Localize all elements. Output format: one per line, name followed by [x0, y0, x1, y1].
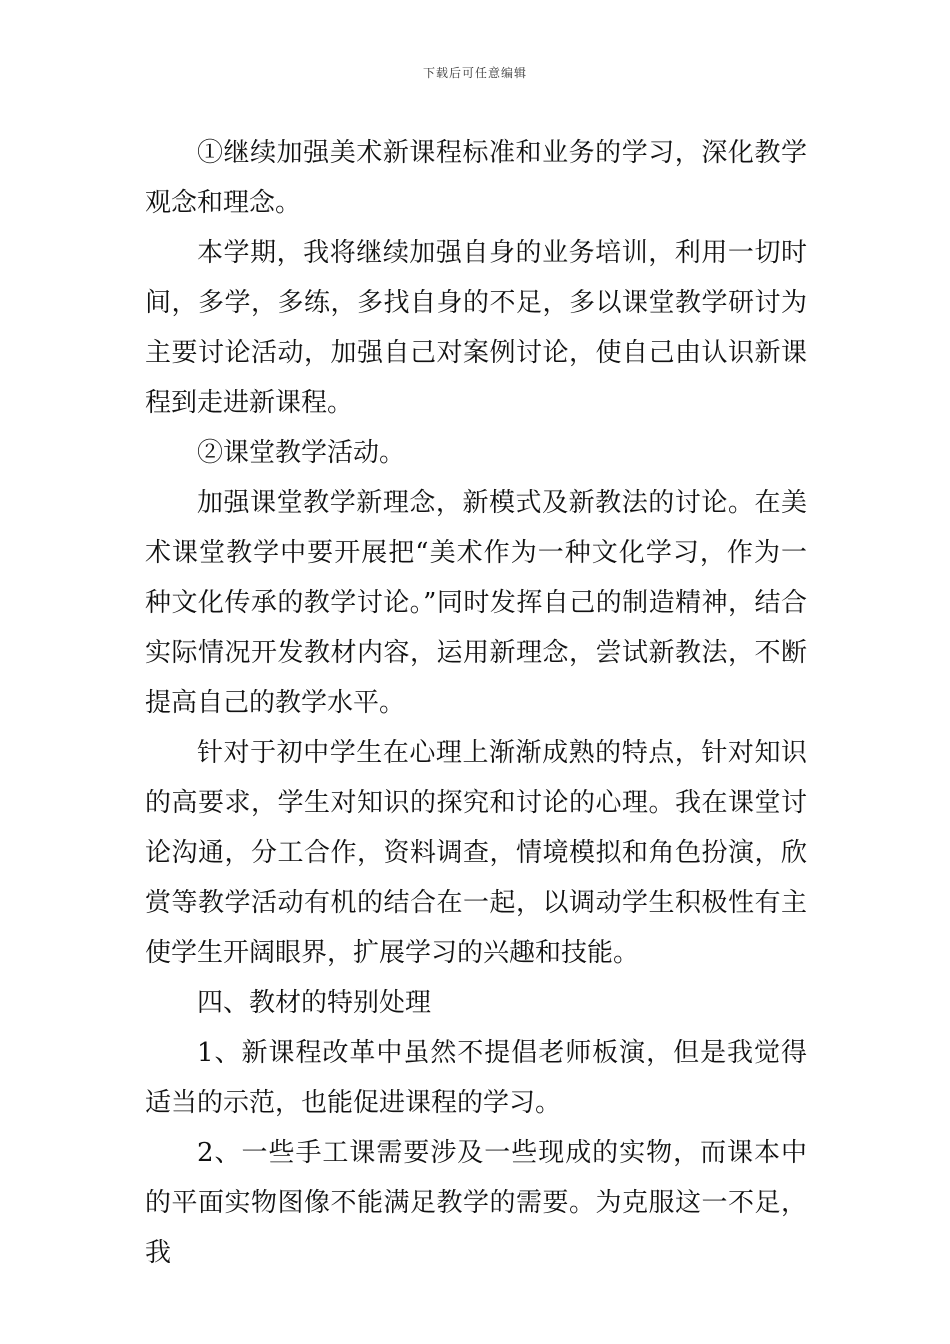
paragraph-2: 本学期，我将继续加强自身的业务培训，利用一切时间，多学，多练，多找自身的不足，多以课堂教学研讨为主要讨论活动，加强自己对案例讨论，使自己由认识新课程到走进新课程。 [145, 238, 807, 418]
section-heading: 四、教材的特别处理 [197, 988, 432, 1018]
paragraph-8: 2、一些手工课需要涉及一些现成的实物，而课本中的平面实物图像不能满足教学的需要。为克服这一不足，我 [145, 1138, 807, 1268]
paragraph-7: 1、新课程改革中虽然不提倡老师板演，但是我觉得适当的示范，也能促进课程的学习。 [145, 1038, 807, 1118]
paragraph-5: 针对于初中学生在心理上渐渐成熟的特点，针对知识的高要求，学生对知识的探究和讨论的心理。我在课堂讨论沟通，分工合作，资料调查，情境模拟和角色扮演，欣赏等教学活动有机的结合在一起，以调动学生积极性有主使学生开阔眼界，扩展学习的兴趣和技能。 [145, 738, 807, 968]
paragraph-3: ②课堂教学活动。 [197, 438, 406, 468]
paragraph-1: ①继续加强美术新课程标准和业务的学习，深化教学观念和理念。 [145, 138, 807, 218]
page-header: 下载后可任意编辑 [422, 66, 527, 80]
document-body [145, 128, 807, 1278]
paragraph-4: 加强课堂教学新理念，新模式及新教法的讨论。在美术课堂教学中要开展把“美术作为一种文化学习，作为一种文化传承的教学讨论。”同时发挥自己的制造精神，结合实际情况开发教材内容，运用新理念，尝试新教法，不断提高自己的教学水平。 [145, 488, 807, 718]
